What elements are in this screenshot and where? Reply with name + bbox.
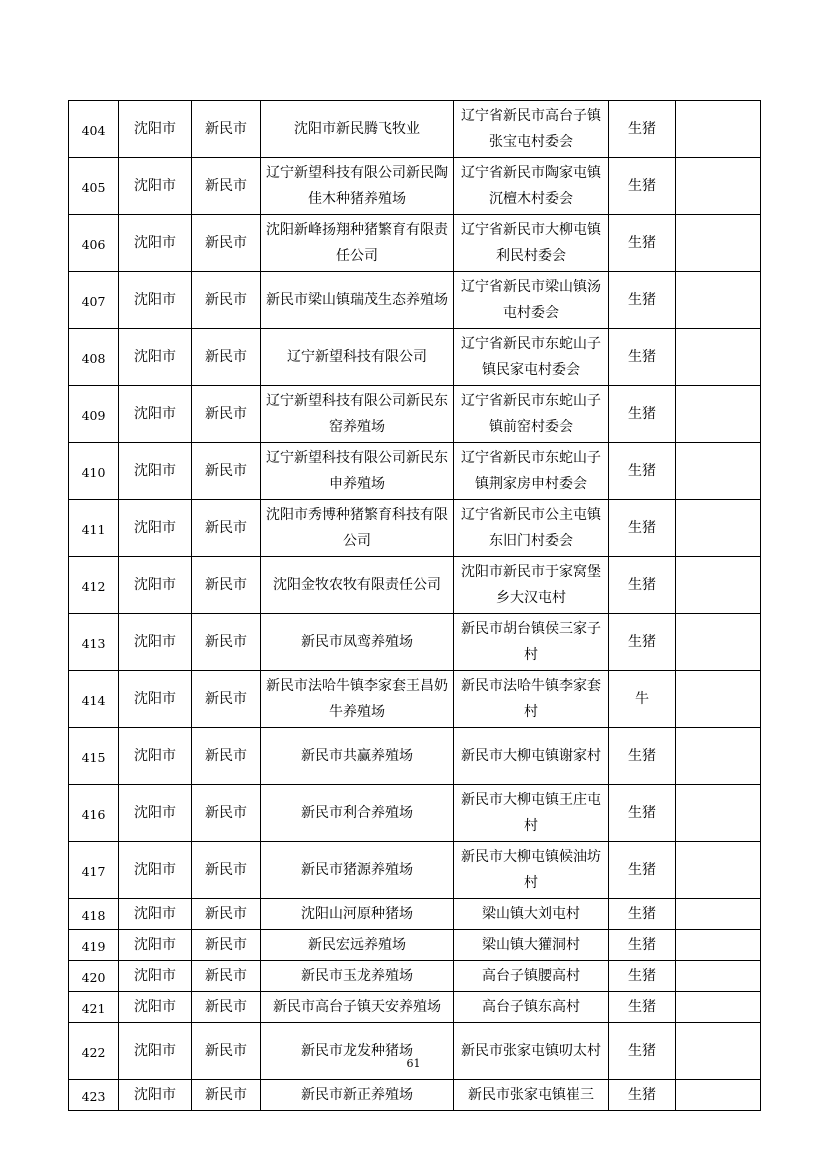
row-number-cell: 418 [69,899,119,930]
row-number-cell: 408 [69,329,119,386]
county-cell: 新民市 [192,728,261,785]
farm-name-cell: 新民市梁山镇瑞茂生态养殖场 [261,272,454,329]
farm-name-cell: 新民市猪源养殖场 [261,842,454,899]
county-cell: 新民市 [192,329,261,386]
remark-cell [676,899,761,930]
table-row [69,1023,761,1080]
farm-name-cell: 新民市高台子镇天安养殖场 [261,992,454,1023]
row-number-cell: 407 [69,272,119,329]
animal-type-cell: 生猪 [609,992,676,1023]
animal-type-cell: 生猪 [609,329,676,386]
remark-cell [676,671,761,728]
county-cell: 新民市 [192,500,261,557]
farm-name-cell: 新民市利合养殖场 [261,785,454,842]
farm-name-cell: 沈阳市秀博种猪繁育科技有限公司 [261,500,454,557]
county-cell: 新民市 [192,1080,261,1111]
row-number-cell: 413 [69,614,119,671]
county-cell: 新民市 [192,443,261,500]
city-cell: 沈阳市 [119,842,192,899]
farm-name-cell: 辽宁新望科技有限公司新民东窑养殖场 [261,386,454,443]
table-row [69,728,761,785]
table-row [69,272,761,329]
farm-list-table [68,100,761,1111]
row-number-cell: 415 [69,728,119,785]
address-cell: 梁山镇大刘屯村 [454,899,609,930]
address-cell: 新民市张家屯镇崔三 [454,1080,609,1111]
row-number-cell: 420 [69,961,119,992]
city-cell: 沈阳市 [119,557,192,614]
table-row [69,329,761,386]
animal-type-cell: 生猪 [609,272,676,329]
table-row [69,101,761,158]
address-cell: 梁山镇大獾洞村 [454,930,609,961]
table-row [69,158,761,215]
county-cell: 新民市 [192,785,261,842]
table-row [69,443,761,500]
animal-type-cell: 生猪 [609,443,676,500]
row-number-cell: 423 [69,1080,119,1111]
row-number-cell: 414 [69,671,119,728]
animal-type-cell: 生猪 [609,961,676,992]
farm-name-cell: 沈阳市新民腾飞牧业 [261,101,454,158]
address-cell: 辽宁省新民市高台子镇张宝屯村委会 [454,101,609,158]
remark-cell [676,329,761,386]
row-number-cell: 416 [69,785,119,842]
table-row [69,614,761,671]
remark-cell [676,842,761,899]
city-cell: 沈阳市 [119,158,192,215]
address-cell: 辽宁省新民市大柳屯镇利民村委会 [454,215,609,272]
remark-cell [676,961,761,992]
table-row [69,899,761,930]
farm-name-cell: 沈阳金牧农牧有限责任公司 [261,557,454,614]
city-cell: 沈阳市 [119,992,192,1023]
city-cell: 沈阳市 [119,443,192,500]
city-cell: 沈阳市 [119,500,192,557]
city-cell: 沈阳市 [119,961,192,992]
county-cell: 新民市 [192,101,261,158]
county-cell: 新民市 [192,961,261,992]
county-cell: 新民市 [192,614,261,671]
table-row [69,992,761,1023]
animal-type-cell: 生猪 [609,728,676,785]
row-number-cell: 412 [69,557,119,614]
city-cell: 沈阳市 [119,386,192,443]
table-row [69,842,761,899]
farm-name-cell: 新民市法哈牛镇李家套王昌奶牛养殖场 [261,671,454,728]
remark-cell [676,930,761,961]
city-cell: 沈阳市 [119,614,192,671]
table-row [69,215,761,272]
city-cell: 沈阳市 [119,930,192,961]
row-number-cell: 405 [69,158,119,215]
row-number-cell: 404 [69,101,119,158]
county-cell: 新民市 [192,992,261,1023]
address-cell: 辽宁省新民市公主屯镇东旧门村委会 [454,500,609,557]
address-cell: 高台子镇东高村 [454,992,609,1023]
remark-cell [676,158,761,215]
farm-name-cell: 沈阳山河原种猪场 [261,899,454,930]
animal-type-cell: 生猪 [609,930,676,961]
remark-cell [676,443,761,500]
city-cell: 沈阳市 [119,728,192,785]
animal-type-cell: 生猪 [609,614,676,671]
address-cell: 辽宁省新民市东蛇山子镇民家屯村委会 [454,329,609,386]
county-cell: 新民市 [192,1023,261,1080]
animal-type-cell: 生猪 [609,899,676,930]
city-cell: 沈阳市 [119,1023,192,1080]
farm-name-cell: 新民市共赢养殖场 [261,728,454,785]
row-number-cell: 421 [69,992,119,1023]
county-cell: 新民市 [192,671,261,728]
remark-cell [676,1023,761,1080]
county-cell: 新民市 [192,899,261,930]
remark-cell [676,386,761,443]
address-cell: 辽宁省新民市梁山镇汤屯村委会 [454,272,609,329]
city-cell: 沈阳市 [119,899,192,930]
address-cell: 辽宁省新民市陶家屯镇沉檀木村委会 [454,158,609,215]
farm-name-cell: 沈阳新峰扬翔种猪繁育有限责任公司 [261,215,454,272]
remark-cell [676,557,761,614]
animal-type-cell: 生猪 [609,215,676,272]
animal-type-cell: 生猪 [609,1080,676,1111]
city-cell: 沈阳市 [119,671,192,728]
farm-name-cell: 辽宁新望科技有限公司 [261,329,454,386]
page-number: 61 [406,1057,421,1070]
remark-cell [676,728,761,785]
remark-cell [676,500,761,557]
animal-type-cell: 生猪 [609,101,676,158]
table-row [69,1080,761,1111]
farm-name-cell: 新民市凤鸾养殖场 [261,614,454,671]
farm-name-cell: 新民市玉龙养殖场 [261,961,454,992]
animal-type-cell: 生猪 [609,500,676,557]
row-number-cell: 419 [69,930,119,961]
remark-cell [676,272,761,329]
remark-cell [676,992,761,1023]
county-cell: 新民市 [192,386,261,443]
address-cell: 沈阳市新民市于家窝堡乡大汉屯村 [454,557,609,614]
city-cell: 沈阳市 [119,329,192,386]
county-cell: 新民市 [192,557,261,614]
county-cell: 新民市 [192,842,261,899]
animal-type-cell: 牛 [609,671,676,728]
row-number-cell: 417 [69,842,119,899]
animal-type-cell: 生猪 [609,842,676,899]
address-cell: 新民市大柳屯镇谢家村 [454,728,609,785]
address-cell: 辽宁省新民市东蛇山子镇荆家房申村委会 [454,443,609,500]
city-cell: 沈阳市 [119,272,192,329]
city-cell: 沈阳市 [119,785,192,842]
county-cell: 新民市 [192,272,261,329]
animal-type-cell: 生猪 [609,1023,676,1080]
address-cell: 辽宁省新民市东蛇山子镇前窑村委会 [454,386,609,443]
table-row [69,671,761,728]
remark-cell [676,1080,761,1111]
address-cell: 新民市胡台镇侯三家子村 [454,614,609,671]
animal-type-cell: 生猪 [609,557,676,614]
animal-type-cell: 生猪 [609,785,676,842]
remark-cell [676,785,761,842]
farm-name-cell: 新民市新正养殖场 [261,1080,454,1111]
remark-cell [676,614,761,671]
table-row [69,500,761,557]
table-body [69,101,761,1111]
row-number-cell: 410 [69,443,119,500]
row-number-cell: 411 [69,500,119,557]
remark-cell [676,101,761,158]
row-number-cell: 422 [69,1023,119,1080]
farm-name-cell: 新民宏远养殖场 [261,930,454,961]
county-cell: 新民市 [192,930,261,961]
address-cell: 新民市张家屯镇叨太村 [454,1023,609,1080]
farm-name-cell: 新民市龙发种猪场 [261,1023,454,1080]
table-row [69,785,761,842]
farm-name-cell: 辽宁新望科技有限公司新民东申养殖场 [261,443,454,500]
table-row [69,386,761,443]
table-row [69,961,761,992]
remark-cell [676,215,761,272]
county-cell: 新民市 [192,215,261,272]
row-number-cell: 406 [69,215,119,272]
address-cell: 高台子镇腰高村 [454,961,609,992]
city-cell: 沈阳市 [119,215,192,272]
address-cell: 新民市大柳屯镇候油坊村 [454,842,609,899]
address-cell: 新民市大柳屯镇王庄屯村 [454,785,609,842]
table-row [69,557,761,614]
address-cell: 新民市法哈牛镇李家套村 [454,671,609,728]
farm-name-cell: 辽宁新望科技有限公司新民陶佳木种猪养殖场 [261,158,454,215]
animal-type-cell: 生猪 [609,158,676,215]
table-row [69,930,761,961]
animal-type-cell: 生猪 [609,386,676,443]
county-cell: 新民市 [192,158,261,215]
city-cell: 沈阳市 [119,1080,192,1111]
row-number-cell: 409 [69,386,119,443]
city-cell: 沈阳市 [119,101,192,158]
